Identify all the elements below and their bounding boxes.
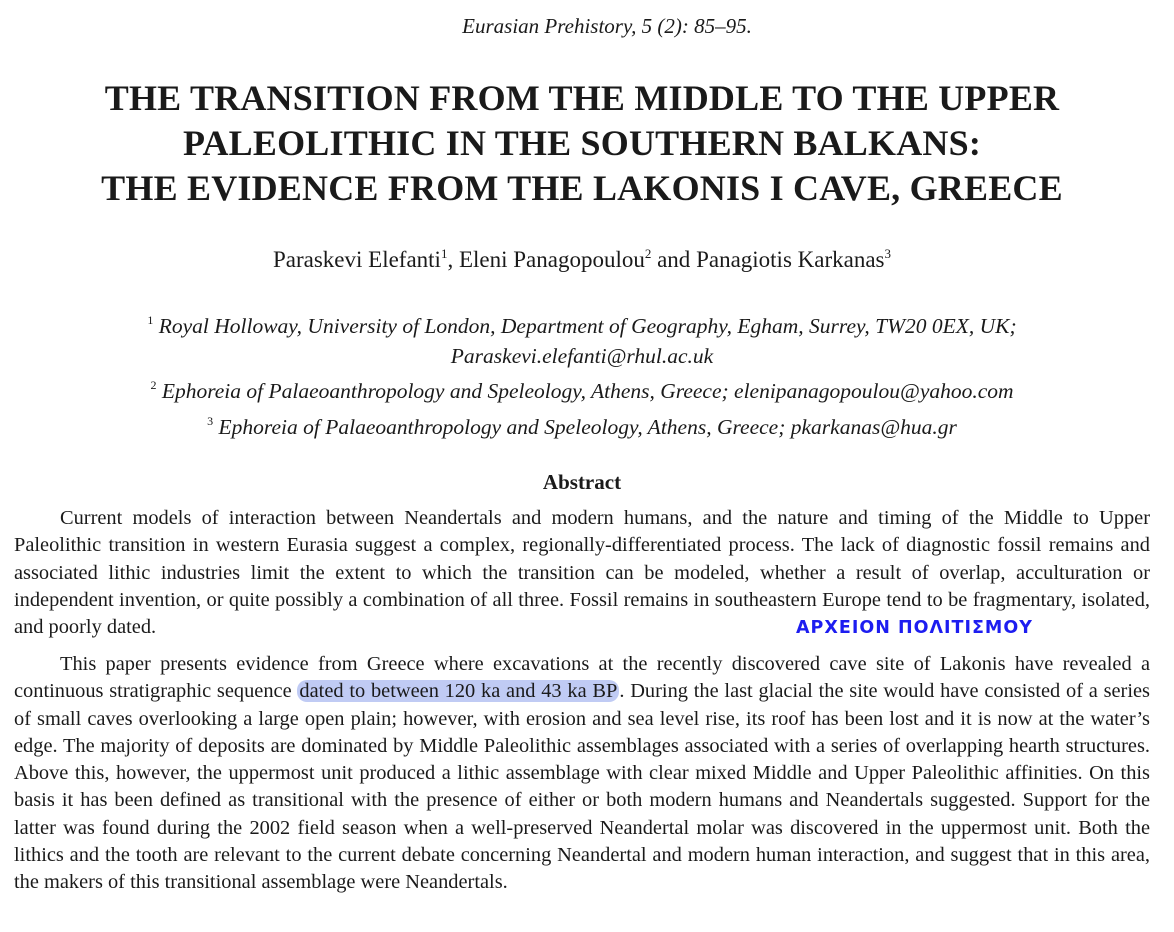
author-name: Eleni Panagopoulou	[458, 247, 645, 272]
author-name: Panagiotis Karkanas	[696, 247, 885, 272]
affiliation-text: Ephoreia of Palaeoanthropology and Speleology, Athens, Greece; elenipanagopoulou@yahoo.com	[161, 379, 1014, 403]
affiliation-line	[0, 306, 1164, 342]
author-separator: ,	[447, 247, 459, 272]
affiliation-mark: 1	[147, 313, 154, 327]
title-line: THE TRANSITION FROM THE MIDDLE TO THE UPPER	[104, 78, 1060, 118]
abstract-heading: Abstract	[542, 470, 622, 494]
author-separator: and	[651, 247, 697, 272]
affiliation-text: Royal Holloway, University of London, Department of Geography, Egham, Surrey, TW20 0EX, UK;	[158, 314, 1017, 338]
title-line: PALEOLITHIC IN THE SOUTHERN BALKANS:	[182, 123, 982, 163]
author-affiliation-mark: 1	[440, 246, 448, 261]
affiliation-mark: 3	[207, 413, 214, 428]
affiliation-text: Ephoreia of Palaeoanthropology and Speleology, Athens, Greece; pkarkanas@hua.gr	[218, 414, 957, 439]
paragraph-text: . During the last glacial the site would have consisted of a series of small caves overlooking a large open plain; however, with erosion and sea level rise, its roof has been lost and it is now at the water’s edge. The majority of deposits are dominated by Middle Paleolithic assemblages associated with a series of overlapping hearth structures. Above this, however, the uppermost unit produced a lithic assemblage with clear mixed Middle and Upper Paleolithic affinities. On this basis it has been defined as transitional with the presence of either or both modern humans and Neandertals suggested. Support for the latter was found during the 2002 field season when a well-preserved Neandertal molar was discovered in the uppermost unit. Both the lithics and the tooth are relevant to the current debate concerning Neandertal and modern human interaction, and suggest that in this area, the makers of this transitional assemblage were Neandertals.	[14, 680, 1150, 894]
author-list	[0, 246, 1164, 273]
abstract-paragraph-2	[14, 651, 1150, 897]
affiliation-list	[0, 306, 1164, 442]
highlighted-text[interactable]: dated to between 120 ka and 43 ka BP	[299, 680, 618, 703]
affiliation-line	[0, 407, 1164, 443]
paper-title	[0, 76, 1164, 211]
author-affiliation-mark: 2	[644, 246, 652, 261]
title-line: THE EVIDENCE FROM THE LAKONIS I CAVE, GREECE	[101, 168, 1063, 208]
abstract-paragraph-1: Current models of interaction between Neandertals and modern humans, and the nature and timing of the Middle to Upper Paleolithic transition in western Eurasia suggest a complex, regionally-differentiated process. The lack of diagnostic fossil remains and associated lithic industries limit the extent to which the transition can be modeled, whether a result of overlap, acculturation or independent invention, or quite possibly a combination of all three. Fossil remains in southeastern Europe tend to be fragmentary, isolated, and poorly dated.	[14, 507, 1150, 639]
author-name: Paraskevi Elefanti	[272, 247, 441, 272]
author-affiliation-mark: 3	[884, 246, 891, 261]
affiliation-mark: 2	[150, 378, 157, 392]
journal-citation: Eurasian Prehistory, 5 (2): 85–95.	[462, 14, 752, 38]
affiliation-line	[0, 342, 1164, 372]
paragraph-text: This paper presents evidence from Greece where excavations at the recently discovered cave site of Lakonis have revealed a continuous stratigraphic sequence	[14, 653, 1150, 703]
affiliation-email: Paraskevi.elefanti@rhul.ac.uk	[450, 343, 714, 368]
archive-watermark: ΑΡΧΕΙΟΝ ΠΟΛΙΤΙΣΜΟΥ	[796, 618, 1033, 638]
affiliation-line	[0, 371, 1164, 407]
